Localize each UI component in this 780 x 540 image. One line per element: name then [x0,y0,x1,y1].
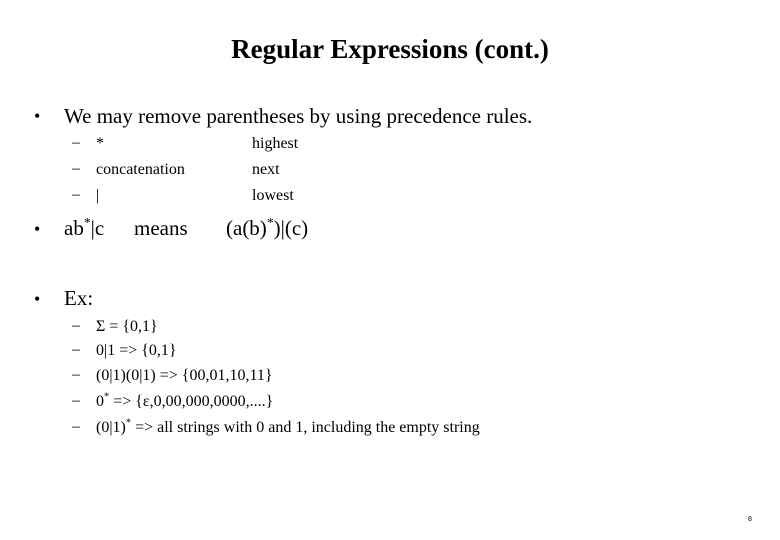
regex-part: (a(b) [226,216,267,240]
regex-parenthesized [226,216,308,241]
example-result: => all strings with 0 and 1, including the empty string [131,419,480,436]
kleene-star: * [266,215,274,230]
example-text [96,419,480,437]
example-main: 0|1 => {0,1} [96,342,177,359]
regex-part: )|(c) [273,216,309,240]
dash-marker: – [72,186,80,203]
precedence-operator: | [96,187,100,204]
dash-marker: – [72,392,80,409]
kleene-star: * [125,417,132,429]
dash-marker: – [72,366,80,383]
bullet-marker: • [34,219,41,239]
example-main: (0|1)(0|1) => {00,01,10,11} [96,367,273,384]
example-main: (0|1) [96,419,126,436]
regex-part: |c [90,216,105,240]
example-text [96,318,158,336]
precedence-operator: * [96,135,104,152]
kleene-star: * [83,215,91,230]
precedence-rank: highest [252,135,299,152]
dash-marker: – [72,418,80,435]
example-main: 0 [96,393,104,410]
slide-title: Regular Expressions (cont.) [231,34,549,64]
precedence-operator: concatenation [96,161,185,178]
dash-marker: – [72,341,80,358]
example-main: Σ = {0,1} [96,318,158,335]
dash-marker: – [72,317,80,334]
example-text [96,393,273,411]
example-text [96,342,177,360]
regex-part: ab [64,216,84,240]
dash-marker: – [72,160,80,177]
regex-expression [64,216,104,241]
bullet-marker: • [34,289,41,309]
bullet-precedence-text: We may remove parentheses by using precedence rules. [64,104,533,128]
bullet-marker: • [34,106,41,126]
example-text [96,367,273,385]
means-word: means [134,216,188,240]
example-result: => {ε,0,00,000,0000,....} [109,393,274,410]
examples-heading: Ex: [64,286,94,310]
precedence-rank: next [252,161,280,178]
precedence-rank: lowest [252,187,294,204]
page-number: 8 [748,516,752,523]
dash-marker: – [72,134,80,151]
kleene-star: * [104,391,110,403]
